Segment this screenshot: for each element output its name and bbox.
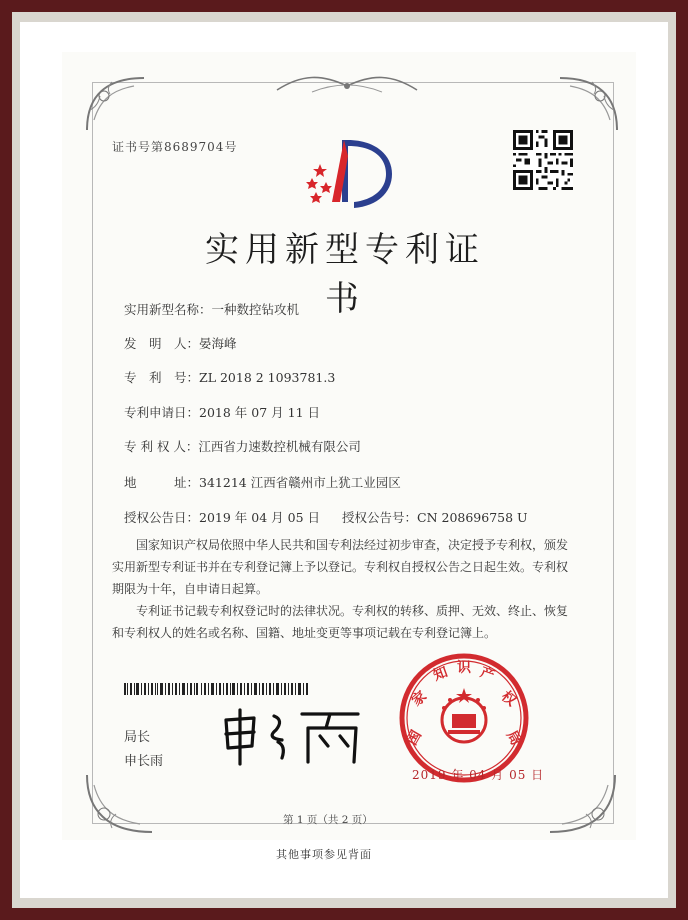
field-value: 2019 年 04 月 05 日 <box>199 510 321 525</box>
field-value: 341214 江西省赣州市上犹工业园区 <box>199 475 401 490</box>
svg-text:局: 局 <box>503 727 524 749</box>
footer-note: 其他事项参见背面 <box>276 848 372 861</box>
page-number: 第 1 页（共 2 页） <box>283 814 373 826</box>
official-seal-icon <box>398 652 530 784</box>
ornament-bottom-left-icon <box>82 770 162 840</box>
svg-text:国: 国 <box>404 727 425 749</box>
field-value: 江西省力速数控机械有限公司 <box>198 439 361 454</box>
handwritten-signature-icon <box>218 706 368 768</box>
field-label: 授权公告号： <box>342 510 418 525</box>
field-label: 专 利 号： <box>124 370 200 385</box>
svg-text:知: 知 <box>431 664 450 685</box>
field-application-date <box>124 403 320 421</box>
legal-status-note: 专利证书记载专利权登记时的法律状况。专利权的转移、质押、无效、终止、恢复和专利权人的姓名或名称、国籍、地址变更等事项记载在专利登记簿上。 <box>112 604 569 640</box>
field-label: 发 明 人： <box>124 336 200 351</box>
ornament-top-left-icon <box>82 70 152 140</box>
field-patentee <box>124 437 361 455</box>
ornament-top-center-icon <box>272 72 422 102</box>
barcode-icon <box>124 683 310 695</box>
field-grant-number <box>342 508 528 526</box>
patent-office-logo-icon <box>302 132 392 210</box>
field-address <box>124 473 401 491</box>
field-value: ZL 2018 2 1093781.3 <box>199 370 336 385</box>
field-label: 专 利 权 人： <box>124 439 199 454</box>
field-value: 2018 年 07 月 11 日 <box>199 405 321 420</box>
grant-statement: 国家知识产权局依照中华人民共和国专利法经过初步审查，决定授予专利权，颁发实用新型专利证书并在专利登记簿上予以登记。专利权自授权公告之日起生效。专利权期限为十年，自申请日起算。 <box>112 538 569 596</box>
certificate-number: 证书号第8689704号 <box>112 140 238 154</box>
qr-code-icon <box>513 130 573 190</box>
field-patent-number <box>124 368 335 386</box>
field-label: 地 址： <box>124 475 200 490</box>
field-grant-date <box>124 508 320 526</box>
svg-text:产: 产 <box>478 664 497 685</box>
signatory-title: 局长 <box>124 730 151 745</box>
field-inventor <box>124 334 237 352</box>
ornament-bottom-right-icon <box>540 770 620 840</box>
field-value: 晏海峰 <box>199 336 237 351</box>
seal-date: 2019 年 04 月 05 日 <box>412 768 545 782</box>
field-label: 实用新型名称： <box>124 302 212 317</box>
field-value: 一种数控钻攻机 <box>211 302 300 317</box>
svg-text:识: 识 <box>457 660 471 676</box>
field-label: 授权公告日： <box>124 510 200 525</box>
field-utility-model-name <box>124 300 299 318</box>
svg-text:权: 权 <box>498 688 520 710</box>
field-label: 专利申请日： <box>124 405 200 420</box>
signatory-name: 申长雨 <box>124 754 164 769</box>
svg-text:家: 家 <box>408 688 430 710</box>
certificate-title: 实用新型专利证书 <box>205 230 485 319</box>
field-value: CN 208696758 U <box>417 510 528 525</box>
